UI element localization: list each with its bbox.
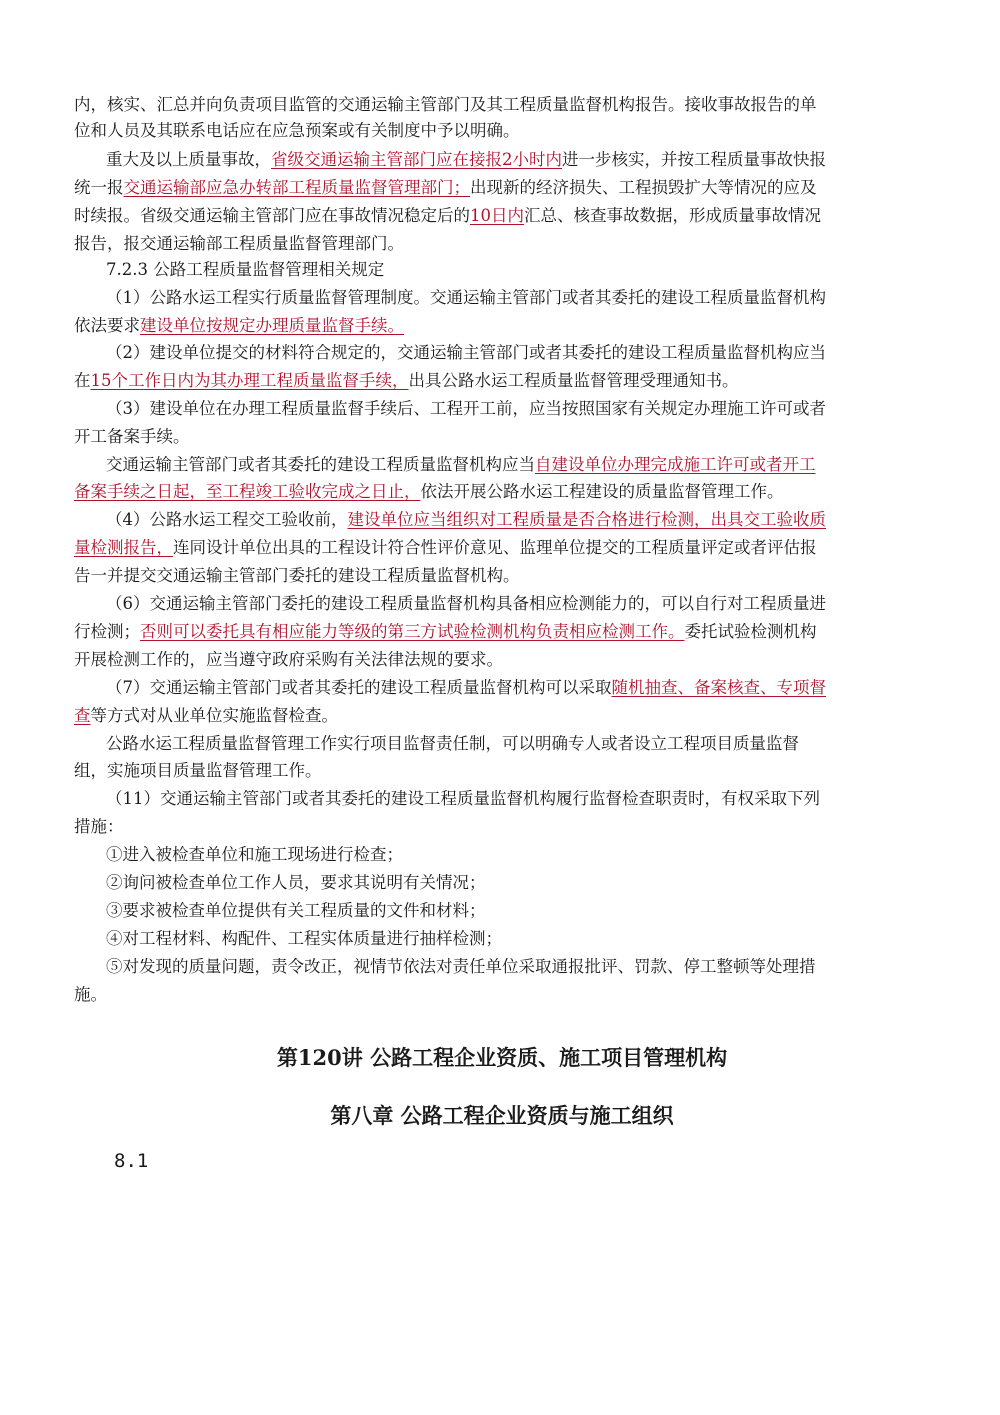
plain-text: （1）公路水运工程实行质量监督管理制度。交通运输主管部门或者其委托的建设工程质量监督机构 <box>106 288 826 307</box>
text-line <box>74 92 817 118</box>
emphasis-text: 省级交通运输主管部门应在接报2小时内 <box>271 150 562 169</box>
plain-text: 连同设计单位出具的工程设计符合性评价意见、监理单位提交的工程质量评定或者评估报 <box>173 538 817 557</box>
plain-text: 告一并提交交通运输主管部门委托的建设工程质量监督机构。 <box>74 566 520 585</box>
plain-text: 行检测； <box>74 622 140 641</box>
text-line <box>74 313 404 339</box>
text-line <box>74 619 817 645</box>
plain-text: （2）建设单位提交的材料符合规定的，交通运输主管部门或者其委托的建设工程质量监督机构应当 <box>106 343 826 362</box>
text-line <box>106 257 384 283</box>
plain-text: 进一步核实，并按工程质量事故快报 <box>562 150 826 169</box>
text-line <box>106 340 826 366</box>
text-line <box>74 647 503 673</box>
text-line <box>106 870 486 896</box>
plain-text: 统一报 <box>74 178 124 197</box>
text-line <box>106 842 403 868</box>
plain-text: 依法要求 <box>74 316 140 335</box>
plain-text: （3）建设单位在办理工程质量监督手续后、工程开工前，应当按照国家有关规定办理施工许可或者 <box>106 399 826 418</box>
plain-text: 在 <box>74 371 91 390</box>
text-line <box>106 507 826 533</box>
plain-text: ③要求被检查单位提供有关工程质量的文件和材料； <box>106 901 486 920</box>
text-line <box>74 758 322 784</box>
plain-text: （6）交通运输主管部门委托的建设工程质量监督机构具备相应检测能力的，可以自行对工程质量进 <box>106 594 826 613</box>
plain-text: 措施： <box>74 817 124 836</box>
text-line <box>106 926 502 952</box>
plain-text: 出具公路水运工程质量监督管理受理通知书。 <box>408 371 739 390</box>
plain-text: ①进入被检查单位和施工现场进行检查； <box>106 845 403 864</box>
plain-text: ②询问被检查单位工作人员，要求其说明有关情况； <box>106 873 486 892</box>
emphasis-text: 查 <box>74 706 91 725</box>
plain-text: （4）公路水运工程交工验收前， <box>106 510 348 529</box>
lecture-heading: 第120讲 公路工程企业资质、施工项目管理机构 <box>276 1045 728 1070</box>
text-line <box>74 703 338 729</box>
text-line <box>106 396 826 422</box>
plain-text: 时续报。省级交通运输主管部门应在事故情况稳定后的 <box>74 206 470 225</box>
chapter-heading: 第八章 公路工程企业资质与施工组织 <box>330 1103 674 1128</box>
plain-text: ④对工程材料、构配件、工程实体质量进行抽样检测； <box>106 929 502 948</box>
text-line <box>74 231 404 257</box>
text-line <box>74 424 190 450</box>
text-line <box>74 368 739 394</box>
text-line <box>106 452 816 478</box>
plain-text: 开工备案手续。 <box>74 427 190 446</box>
text-line <box>74 118 520 144</box>
emphasis-text: 交通运输部应急办转部工程质量监督管理部门； <box>123 178 470 197</box>
text-line <box>106 954 816 980</box>
plain-text: 组，实施项目质量监督管理工作。 <box>74 761 322 780</box>
emphasis-text: 随机抽查、备案核查、专项督 <box>611 678 826 697</box>
section-number: 8.1 <box>114 1150 149 1172</box>
plain-text: 内，核实、汇总并向负责项目监管的交通运输主管部门及其工程质量监督机构报告。接收事故报告的单 <box>74 95 817 114</box>
plain-text: 开展检测工作的，应当遵守政府采购有关法律法规的要求。 <box>74 650 503 669</box>
plain-text: 委托试验检测机构 <box>684 622 817 641</box>
plain-text: 重大及以上质量事故， <box>106 150 271 169</box>
plain-text: 位和人员及其联系电话应在应急预案或有关制度中予以明确。 <box>74 121 520 140</box>
text-line <box>106 675 826 701</box>
text-line <box>74 563 520 589</box>
emphasis-text: 建设单位应当组织对工程质量是否合格进行检测，出具交工验收质 <box>347 510 826 529</box>
plain-text: 依法开展公路水运工程建设的质量监督管理工作。 <box>420 482 784 501</box>
text-line <box>74 203 821 229</box>
plain-text: 交通运输主管部门或者其委托的建设工程质量监督机构应当 <box>106 455 535 474</box>
text-line <box>106 786 820 812</box>
text-line <box>74 982 107 1008</box>
plain-text: 等方式对从业单位实施监督检查。 <box>90 706 338 725</box>
plain-text: 施。 <box>74 985 107 1004</box>
plain-text: （7）交通运输主管部门或者其委托的建设工程质量监督机构可以采取 <box>106 678 612 697</box>
emphasis-text: 自建设单位办理完成施工许可或者开工 <box>535 455 816 474</box>
plain-text: 汇总、核查事故数据，形成质量事故情况 <box>524 206 821 225</box>
plain-text: 报告，报交通运输部工程质量监督管理部门。 <box>74 234 404 253</box>
emphasis-text: 量检测报告， <box>74 538 173 557</box>
text-line <box>106 285 826 311</box>
plain-text: ⑤对发现的质量问题，责令改正，视情节依法对责任单位采取通报批评、罚款、停工整顿等处理措 <box>106 957 816 976</box>
emphasis-text: 15个工作日内为其办理工程质量监督手续， <box>90 371 409 390</box>
plain-text: （11）交通运输主管部门或者其委托的建设工程质量监督机构履行监督检查职责时，有权采取下列 <box>106 789 820 808</box>
emphasis-text: 备案手续之日起，至工程竣工验收完成之日止， <box>74 482 421 501</box>
emphasis-text: 建设单位按规定办理质量监督手续。 <box>140 316 404 335</box>
text-line <box>106 731 799 757</box>
text-line <box>106 147 826 173</box>
emphasis-text: 否则可以委托具有相应能力等级的第三方试验检测机构负责相应检测工作。 <box>140 622 685 641</box>
plain-text: 出现新的经济损失、工程损毁扩大等情况的应及 <box>470 178 817 197</box>
text-line <box>74 535 817 561</box>
plain-text: 公路水运工程质量监督管理工作实行项目监督责任制，可以明确专人或者设立工程项目质量监督 <box>106 734 799 753</box>
text-line <box>106 898 486 924</box>
plain-text: 7.2.3 公路工程质量监督管理相关规定 <box>106 260 385 279</box>
text-line <box>106 591 826 617</box>
emphasis-text: 10日内 <box>470 206 524 225</box>
text-line <box>74 814 124 840</box>
text-line <box>74 479 784 505</box>
text-line <box>74 175 817 201</box>
